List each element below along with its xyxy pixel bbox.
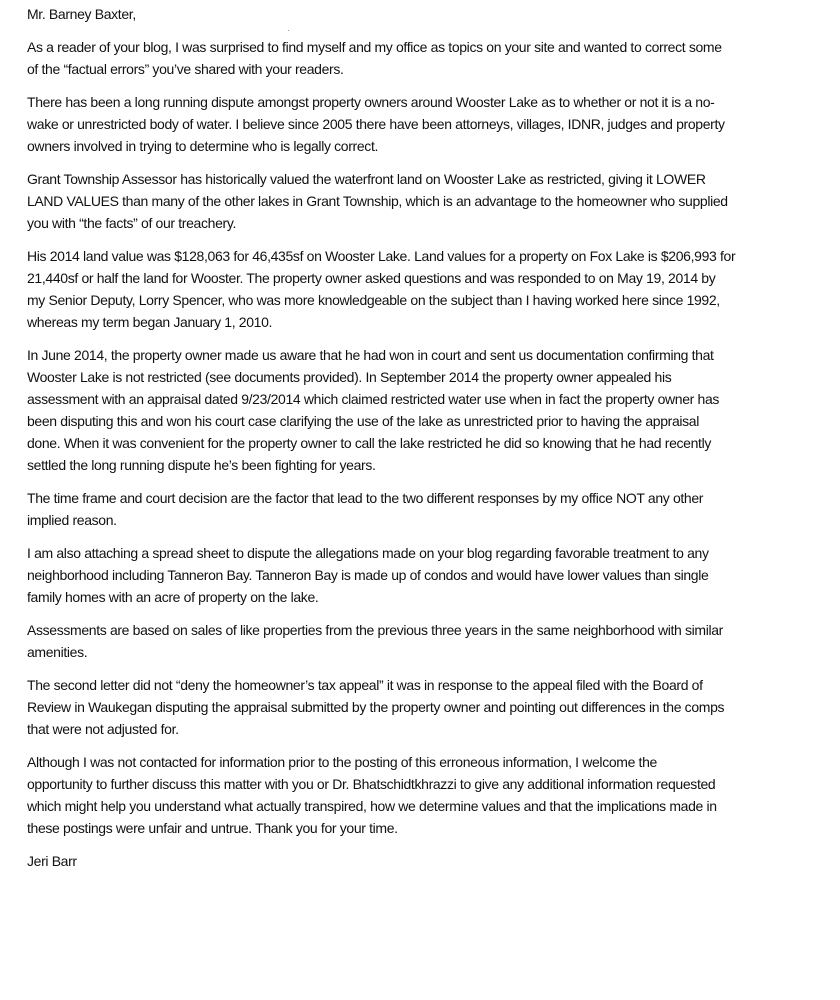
text-line: In June 2014, the property owner made us aware that he had won in court and sent us documentation confirming that	[27, 347, 714, 363]
text-line: amenities.	[27, 644, 88, 660]
text-line: owners involved in trying to determine who is legally correct.	[27, 138, 379, 154]
paragraph	[27, 36, 832, 80]
paragraph	[27, 674, 832, 740]
text-line: family homes with an acre of property on the lake.	[27, 589, 319, 605]
text-line: assessment with an appraisal dated 9/23/2014 which claimed restricted water use when in fact the property owner has	[27, 391, 720, 407]
text-line: that were not adjusted for.	[27, 721, 179, 737]
paragraph	[27, 91, 832, 157]
text-line: I am also attaching a spread sheet to dispute the allegations made on your blog regarding favorable treatment to any	[27, 545, 709, 561]
paragraph	[27, 619, 832, 663]
text-line: wake or unrestricted body of water. I believe since 2005 there have been attorneys, villages, IDNR, judges and property	[27, 116, 725, 132]
letter	[27, 3, 832, 883]
signature-line: Jeri Barr	[27, 853, 77, 869]
text-line: Wooster Lake is not restricted (see documents provided). In September 2014 the property owner appealed his	[27, 369, 672, 385]
salutation-line: Mr. Barney Baxter,	[27, 6, 136, 22]
paragraph	[27, 344, 832, 476]
text-line: There has been a long running dispute amongst property owners around Wooster Lake as to whether or not it is a no-	[27, 94, 715, 110]
paragraph	[27, 542, 832, 608]
text-line: which might help you understand what actually transpired, how we determine values and that the implications made in	[27, 798, 717, 814]
text-line: settled the long running dispute he’s been fighting for years.	[27, 457, 376, 473]
signature	[27, 850, 832, 872]
text-line: As a reader of your blog, I was surprised to find myself and my office as topics on your site and wanted to correct some	[27, 39, 722, 55]
text-line: Assessments are based on sales of like properties from the previous three years in the same neighborhood with similar	[27, 622, 723, 638]
text-line: Although I was not contacted for information prior to the posting of this erroneous information, I welcome the	[27, 754, 657, 770]
text-line: these postings were unfair and untrue. Thank you for your time.	[27, 820, 398, 836]
text-line: you with “the facts” of our treachery.	[27, 215, 236, 231]
text-line: implied reason.	[27, 512, 117, 528]
text-line: The time frame and court decision are the factor that lead to the two different responses by my office NOT any other	[27, 490, 704, 506]
text-line: neighborhood including Tanneron Bay. Tanneron Bay is made up of condos and would have lower values than single	[27, 567, 709, 583]
text-line: 21,440sf or half the land for Wooster. The property owner asked questions and was responded to on May 19, 2014 by	[27, 270, 716, 286]
text-line: of the “factual errors” you’ve shared with your readers.	[27, 61, 344, 77]
text-line: my Senior Deputy, Lorry Spencer, who was more knowledgeable on the subject than I having worked here since 1992,	[27, 292, 720, 308]
paragraph	[27, 245, 832, 333]
paragraph	[27, 751, 832, 839]
text-line: been disputing this and won his court case clarifying the use of the lake as unrestricted prior to having the appraisal	[27, 413, 699, 429]
paragraph	[27, 168, 832, 234]
text-line: whereas my term began January 1, 2010.	[27, 314, 273, 330]
text-line: Review in Waukegan disputing the appraisal submitted by the property owner and pointing out differences in the comps	[27, 699, 725, 715]
text-line: LAND VALUES than many of the other lakes in Grant Township, which is an advantage to the homeowner who supplied	[27, 193, 728, 209]
text-line: opportunity to further discuss this matter with you or Dr. Bhatschidtkhrazzi to give any additional information requested	[27, 776, 716, 792]
text-line: Grant Township Assessor has historically valued the waterfront land on Wooster Lake as restricted, giving it LOWER	[27, 171, 706, 187]
text-line: done. When it was convenient for the property owner to call the lake restricted he did so knowing that he had recently	[27, 435, 712, 451]
paragraph	[27, 487, 832, 531]
salutation	[27, 3, 832, 25]
text-line: His 2014 land value was $128,063 for 46,435sf on Wooster Lake. Land values for a property on Fox Lake is $206,993 for	[27, 248, 736, 264]
text-line: The second letter did not “deny the homeowner’s tax appeal” it was in response to the appeal filed with the Board of	[27, 677, 703, 693]
